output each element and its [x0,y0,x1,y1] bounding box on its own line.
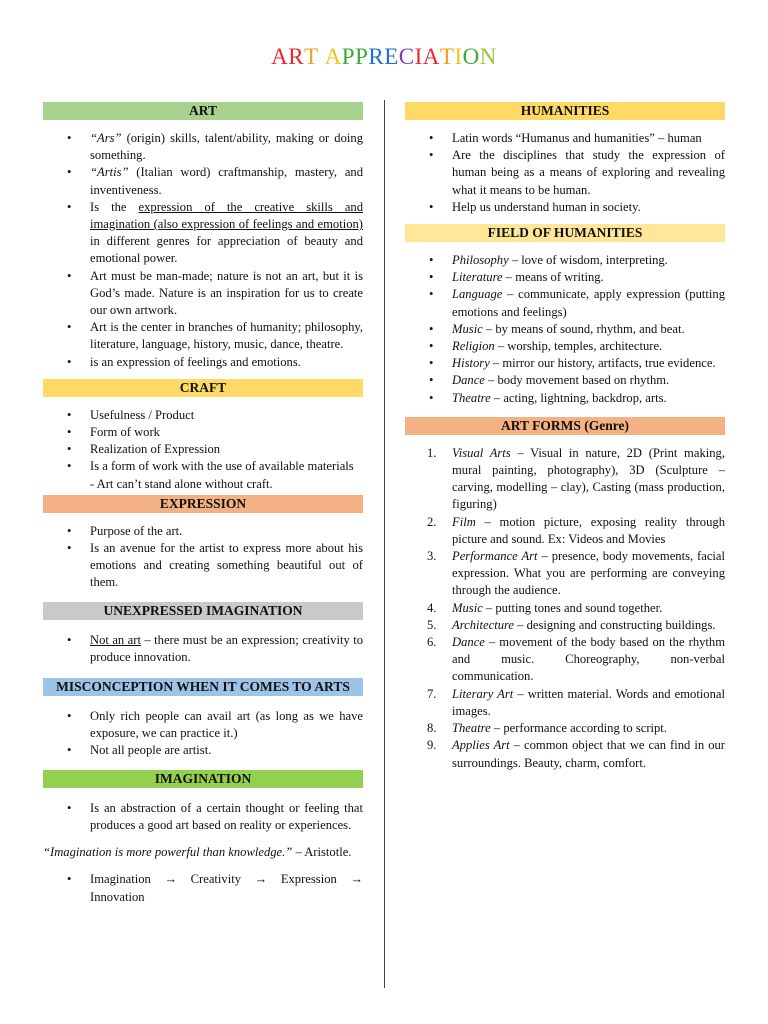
field-list [405,252,725,407]
title-letter: A [422,44,440,69]
list-item: • Latin words “Humanus and humanities” – human [405,130,725,147]
right-column [405,102,725,772]
list-item: • Philosophy – love of wisdom, interpreting. [405,252,725,269]
list-item: • Help us understand human in society. [405,199,725,216]
misconception-list [43,708,363,760]
list-item: 1. Visual Arts – Visual in nature, 2D (Print making, mural painting, photography), 3D (Sculpture – carving, modelling – clay), Casting (mass production, figuring) [427,445,725,512]
list-item: • Art must be man-made; nature is not an art, but it is God’s made. Nature is an inspiration for us to create our own artwork. [43,268,363,320]
title-letter: E [384,44,399,69]
list-item: 9. Applies Art – common object that we can find in our surroundings. Beauty, charm, comfort. [427,738,725,770]
title-letter: O [462,44,480,69]
title-letter: R [368,44,385,69]
title-letter: N [479,44,497,69]
title-letter: T [304,44,319,69]
section-header-misconception: MISCONCEPTION WHEN IT COMES TO ARTS [43,678,363,696]
list-item: • Music – by means of sound, rhythm, and beat. [405,321,725,338]
list-item: 7. Literary Art – written material. Words and emotional images. [427,686,725,718]
expression-list [43,523,363,592]
title-letter: R [288,44,305,69]
section-header-craft: CRAFT [43,379,363,397]
list-item: • Usefulness / Product [43,407,363,424]
quote: “Imagination is more powerful than knowledge.” – Aristotle. [43,845,352,860]
list-item: • Dance – body movement based on rhythm. [405,372,725,389]
list-item: • Is a form of work with the use of available materials - Art can’t stand alone without craft. [43,458,363,492]
list-item: • Theatre – acting, lightning, backdrop, arts. [405,390,725,407]
title-letter: I [414,44,423,69]
title-letter: A [271,44,289,69]
title-letter: P [355,44,369,69]
list-item: 5. Architecture – designing and constructing buildings. [427,617,716,632]
left-column [43,102,363,906]
flow-list [43,871,363,905]
list-item: 6. Dance – movement of the body based on the rhythm and music. Choreography, non-verbal communication. [427,635,725,684]
list-item: • Imagination → Creativity → Expression → Innovation [43,871,363,905]
imagination-list [43,800,363,834]
list-item: • Is an abstraction of a certain thought or feeling that produces a good art based on reality or experiences. [43,800,363,834]
art-list [43,130,363,371]
unexpressed-list [43,632,363,666]
list-item: • Only rich people can avail art (as long as we have exposure, we can practice it.) [43,708,363,742]
list-item: • Is the expression of the creative skills and imagination (also expression of feelings and emotion) in different genres for appreciation of beauty and emotional power. [43,199,363,268]
list-item: 2. Film – motion picture, exposing reality through picture and sound. Ex: Videos and Movies [427,514,725,546]
list-item: • Form of work [43,424,363,441]
humanities-list [405,130,725,216]
list-item: • Are the disciplines that study the expression of human being as a means of exploring and revealing what it means to be human. [405,147,725,199]
list-item: • Literature – means of writing. [405,269,725,286]
title-letter: P [341,44,356,69]
list-item: • is an expression of feelings and emotions. [43,354,363,371]
section-header-expression: EXPRESSION [43,495,363,513]
list-item: • Religion – worship, temples, architecture. [405,338,725,355]
section-header-field: FIELD OF HUMANITIES [405,224,725,242]
section-header-imagination: IMAGINATION [43,770,363,788]
section-header-humanities: HUMANITIES [405,102,725,120]
page-title [0,44,768,70]
section-header-unexpressed: UNEXPRESSED IMAGINATION [43,602,363,620]
title-letter: C [398,44,415,69]
list-item: • Realization of Expression [43,441,363,458]
craft-note: - Art can’t stand alone without craft. [90,476,273,491]
list-item: • Is an avenue for the artist to express more about his emotions and creating something beautiful out of them. [43,540,363,592]
art-forms-list [405,445,725,772]
title-letter: I [454,44,463,69]
column-divider [384,100,385,988]
title-letter: T [439,44,455,69]
list-item: • History – mirror our history, artifacts, true evidence. [405,355,725,372]
list-item: • “Artis” (Italian word) craftmanship, mastery, and inventiveness. [43,164,363,198]
list-item: • Not an art – there must be an expression; creativity to produce innovation. [43,632,363,666]
section-header-art-forms: ART FORMS (Genre) [405,417,725,435]
list-item: 3. Performance Art – presence, body movements, facial expression. What you are performing are conveying through the audience. [427,549,726,598]
list-item: • Art is the center in branches of humanity; philosophy, literature, language, history, music, dance, theatre. [43,319,363,353]
list-item: 4. Music – putting tones and sound together. [427,600,663,615]
list-item: • Language – communicate, apply expression (putting emotions and feelings) [405,286,725,320]
craft-list [43,407,363,493]
list-item: • “Ars” (origin) skills, talent/ability, making or doing something. [43,130,363,164]
list-item: 8. Theatre – performance according to script. [427,721,667,736]
list-item: • Not all people are artist. [43,742,363,759]
list-item: • Purpose of the art. [43,523,363,540]
title-letter: A [324,44,342,69]
section-header-art: ART [43,102,363,120]
